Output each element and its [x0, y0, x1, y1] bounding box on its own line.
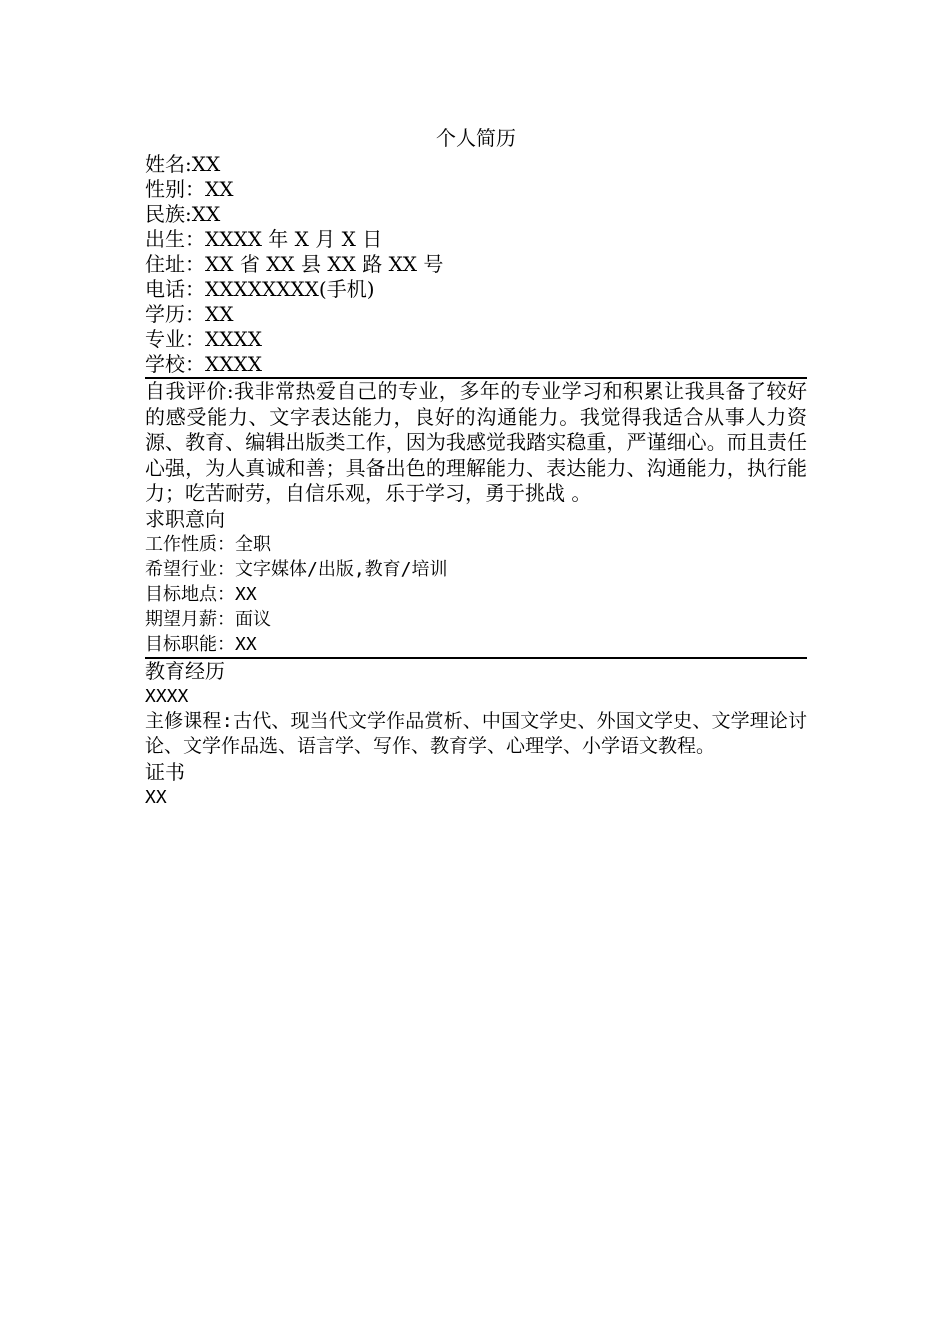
- certificates-section: [145, 760, 807, 810]
- major-line: 专业：XXXX: [145, 327, 262, 351]
- self-evaluation-paragraph: 自我评价:我非常热爱自己的专业，多年的专业学习和积累让我具备了较好的感受能力、文字表达能力，良好的沟通能力。我觉得我适合从事人力资源、教育、编辑出版类工作，因为我感觉我踏实稳重，严谨细心。而且责任心强，为人真诚和善；具备出色的理解能力、表达能力、沟通能力，执行能力；吃苦耐劳，自信乐观，乐于学习，勇于挑战 。: [145, 379, 807, 505]
- salary-line: 期望月薪：面议: [145, 608, 271, 630]
- education-school: XXXX: [145, 685, 189, 707]
- certificates-value: XX: [145, 786, 167, 808]
- certificates-heading: 证书: [145, 759, 185, 784]
- resume-page: [145, 124, 807, 810]
- phone-line: 电话：XXXXXXXX(手机): [145, 277, 375, 301]
- courses-paragraph: 主修课程:古代、现当代文学作品赏析、中国文学史、外国文学史、文学理论讨论、文学作品选、语言学、写作、教育学、心理学、小学语文教程。: [145, 709, 807, 757]
- location-line: 目标地点：XX: [145, 583, 257, 605]
- function-line: 目标职能：XX: [145, 633, 257, 655]
- job-type-line: 工作性质：全职: [145, 533, 271, 555]
- industry-line: 希望行业：文字媒体/出版,教育/培训: [145, 558, 448, 580]
- birth-line: 出生：XXXX 年 X 月 X 日: [145, 227, 383, 251]
- ethnicity-line: 民族:XX: [145, 202, 221, 226]
- resume-title: 个人简历: [436, 126, 516, 150]
- degree-line: 学历：XX: [145, 302, 234, 326]
- job-intention-section: [145, 507, 807, 657]
- basic-info-section: [145, 152, 807, 377]
- gender-line: 性别：XX: [145, 177, 234, 201]
- education-section: [145, 659, 807, 760]
- name-line: 姓名:XX: [145, 152, 221, 176]
- address-line: 住址：XX 省 XX 县 XX 路 XX 号: [145, 252, 444, 276]
- job-intention-heading: 求职意向: [145, 506, 225, 531]
- education-heading: 教育经历: [145, 658, 225, 683]
- school-line: 学校：XXXX: [145, 352, 262, 376]
